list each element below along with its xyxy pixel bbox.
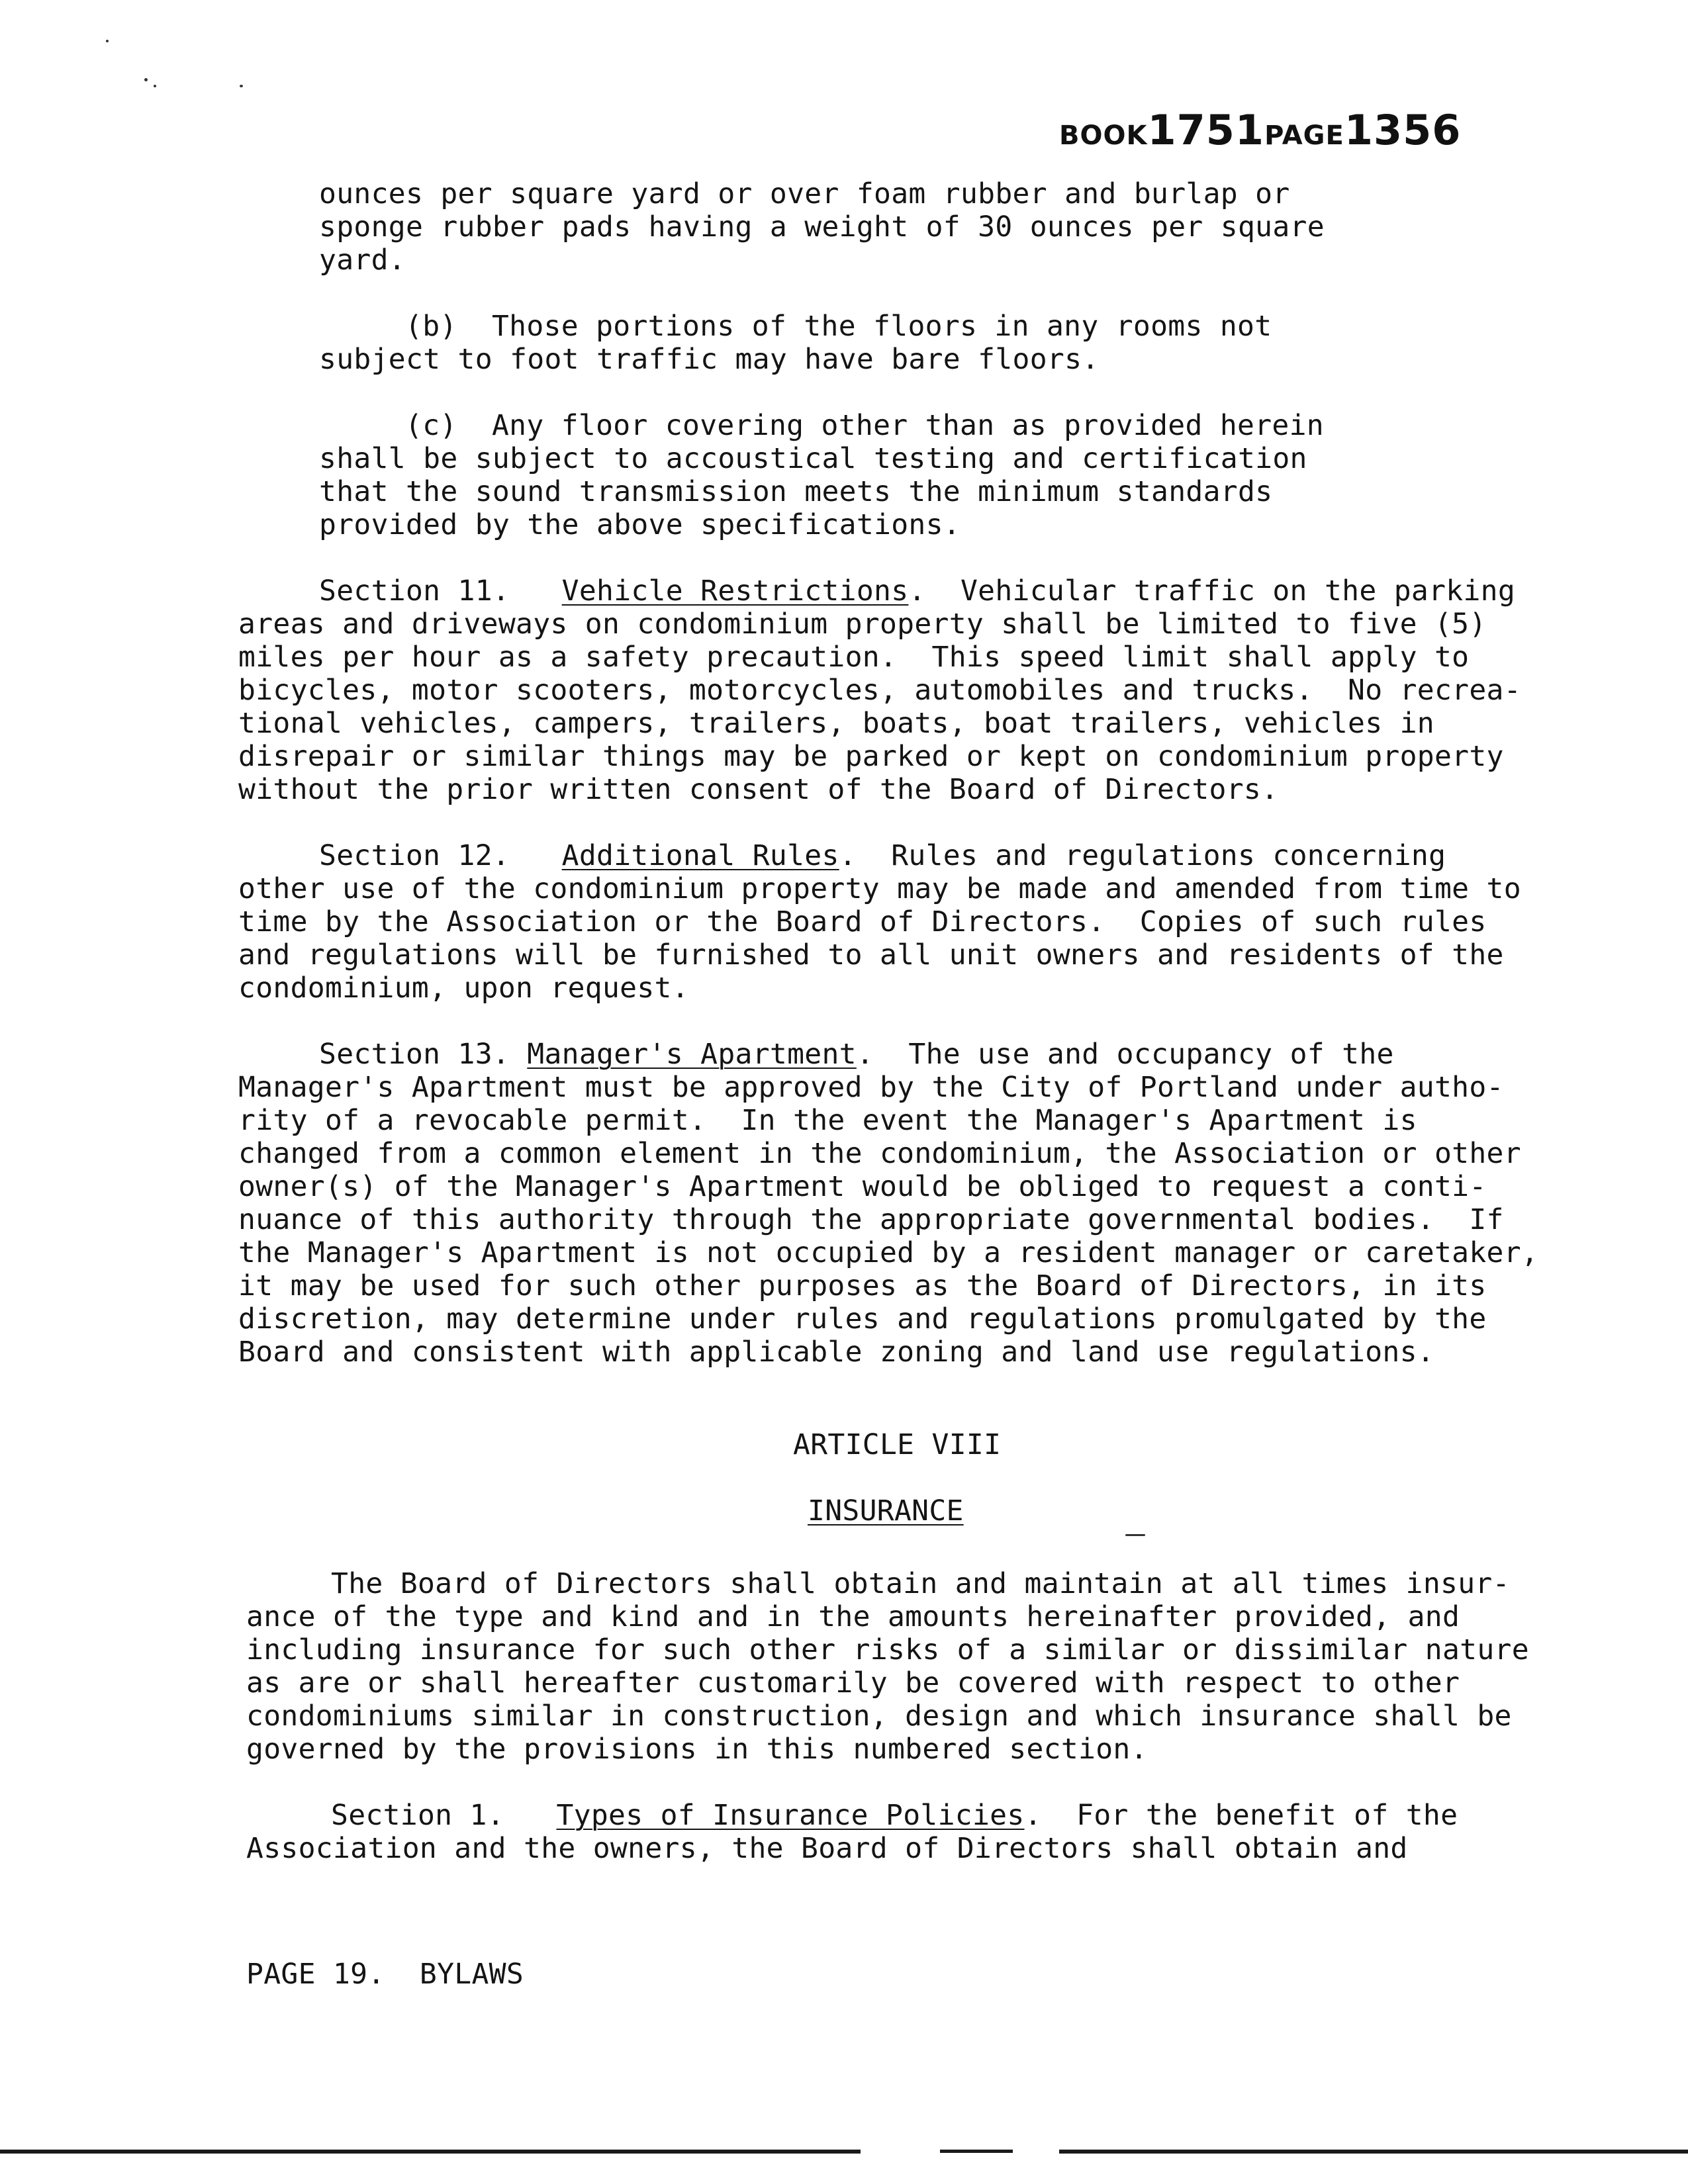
text-line: tional vehicles, campers, trailers, boats, boat trailers, vehicles in xyxy=(238,707,1434,740)
section-12-heading-line xyxy=(319,839,1446,872)
section-title: Types of Insurance Policies xyxy=(556,1799,1025,1832)
text-line: provided by the above specifications. xyxy=(319,508,961,541)
section-13-heading-line xyxy=(319,1038,1394,1071)
section-title: Vehicle Restrictions xyxy=(561,574,909,608)
text-line: other use of the condominium property may be made and amended from time to xyxy=(238,872,1521,905)
page-edge-rule xyxy=(1059,2150,1688,2154)
scan-speck xyxy=(106,40,109,42)
text-line: changed from a common element in the condominium, the Association or other xyxy=(238,1137,1521,1170)
text-segment: . Rules and regulations concerning xyxy=(839,839,1446,872)
scan-speck xyxy=(144,78,148,81)
text-line: rity of a revocable permit. In the event the Manager's Apartment is xyxy=(238,1104,1417,1137)
page-edge-rule xyxy=(0,2150,861,2154)
text-line: and regulations will be furnished to all unit owners and residents of the xyxy=(238,938,1504,972)
page-footer: PAGE 19. BYLAWS xyxy=(246,1958,524,1991)
text-line: owner(s) of the Manager's Apartment would be obliged to request a conti- xyxy=(238,1170,1487,1203)
text-line: that the sound transmission meets the minimum standards xyxy=(319,475,1273,508)
text-line: ounces per square yard or over foam rubber and burlap or xyxy=(319,177,1290,210)
text-line: bicycles, motor scooters, motorcycles, automobiles and trucks. No recrea- xyxy=(238,674,1521,707)
text-line: governed by the provisions in this numbered section. xyxy=(246,1733,1148,1766)
text-line: time by the Association or the Board of Directors. Copies of such rules xyxy=(238,905,1487,938)
text-line: yard. xyxy=(319,244,406,277)
text-line: the Manager's Apartment is not occupied by a resident manager or caretaker, xyxy=(238,1236,1539,1269)
section-title: Manager's Apartment xyxy=(527,1038,857,1071)
text-line: subject to foot traffic may have bare floors. xyxy=(319,343,1100,376)
section-title: Additional Rules xyxy=(561,839,839,872)
section-number: Section 1. xyxy=(331,1799,504,1832)
text-line: Association and the owners, the Board of Directors shall obtain and xyxy=(246,1832,1408,1865)
text-line: miles per hour as a safety precaution. This speed limit shall apply to xyxy=(238,641,1470,674)
text-line: nuance of this authority through the appropriate governmental bodies. If xyxy=(238,1203,1504,1236)
scan-speck xyxy=(154,85,156,87)
text-line: it may be used for such other purposes as the Board of Directors, in its xyxy=(238,1269,1487,1302)
text-line: as are or shall hereafter customarily be covered with respect to other xyxy=(246,1666,1460,1700)
text-line: areas and driveways on condominium property shall be limited to five (5) xyxy=(238,608,1487,641)
text-line: (c) Any floor covering other than as provided herein xyxy=(405,409,1324,442)
book-label: BOOK xyxy=(1059,120,1148,151)
text-segment: . Vehicular traffic on the parking xyxy=(908,574,1516,608)
text-segment: . The use and occupancy of the xyxy=(856,1038,1394,1071)
text-line: condominiums similar in construction, design and which insurance shall be xyxy=(246,1700,1512,1733)
text-line: shall be subject to accoustical testing and certification xyxy=(319,442,1307,475)
text-line: without the prior written consent of the Board of Directors. xyxy=(238,773,1279,806)
text-line: Board and consistent with applicable zoning and land use regulations. xyxy=(238,1336,1434,1369)
section-number: Section 12. xyxy=(319,839,510,872)
text-line: (b) Those portions of the floors in any rooms not xyxy=(405,310,1272,343)
scan-speck xyxy=(240,85,243,87)
text-line: Manager's Apartment must be approved by the City of Portland under autho- xyxy=(238,1071,1504,1104)
text-line: discretion, may determine under rules and regulations promulgated by the xyxy=(238,1302,1487,1336)
article-number: ARTICLE VIII xyxy=(793,1428,1002,1461)
text-segment: . For the benefit of the xyxy=(1024,1799,1458,1832)
text-line: disrepair or similar things may be parked or kept on condominium property xyxy=(238,740,1504,773)
text-line: ance of the type and kind and in the amounts hereinafter provided, and xyxy=(246,1600,1460,1633)
page-number: 1356 xyxy=(1344,106,1462,154)
text-line: sponge rubber pads having a weight of 30 ounces per square xyxy=(319,210,1325,244)
text-line: The Board of Directors shall obtain and maintain at all times insur- xyxy=(331,1567,1510,1600)
text-line: including insurance for such other risks of a similar or dissimilar nature xyxy=(246,1633,1529,1666)
section-number: Section 13. xyxy=(319,1038,510,1071)
text-line: condominium, upon request. xyxy=(238,972,689,1005)
book-number: 1751 xyxy=(1147,106,1265,154)
section-number: Section 11. xyxy=(319,574,510,608)
section-11-heading-line xyxy=(319,574,1515,608)
scan-speck xyxy=(1125,1534,1145,1536)
insurance-section-1-heading-line xyxy=(331,1799,1458,1832)
article-title: INSURANCE xyxy=(808,1494,964,1527)
page-label: PAGE xyxy=(1264,120,1344,151)
book-page-stamp xyxy=(1059,106,1461,154)
page-edge-rule xyxy=(940,2150,1013,2153)
